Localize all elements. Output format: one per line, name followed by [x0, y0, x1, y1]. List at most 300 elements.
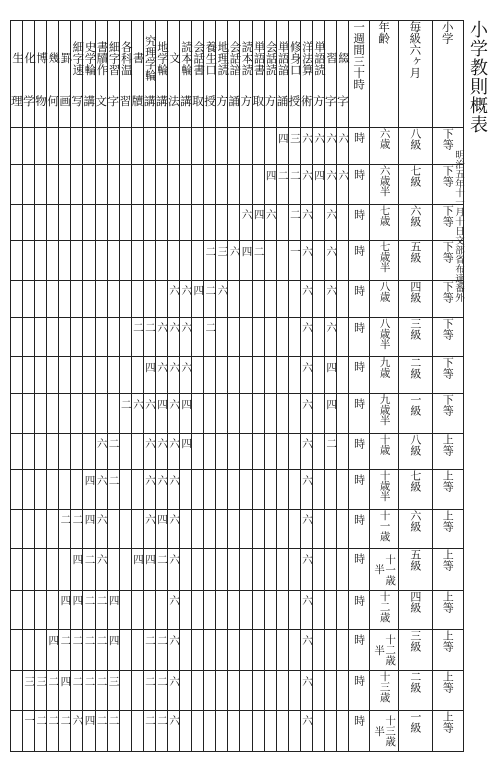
- subject-name: 養生口: [204, 40, 219, 76]
- hours-cell: [240, 630, 252, 671]
- hours-cell: [71, 241, 83, 281]
- school-header: [432, 21, 463, 128]
- hours-cell: [228, 204, 240, 241]
- hours-cell: [107, 204, 119, 241]
- school-level-text: 下等: [441, 280, 455, 303]
- subject-header: [71, 21, 86, 128]
- hours-cell: [11, 394, 23, 434]
- weekly-hours-text: 時: [352, 132, 366, 144]
- school-level-cell: [432, 357, 463, 394]
- hours-value: 六: [312, 132, 325, 144]
- hours-value: 三: [23, 675, 36, 687]
- hours-value: 六: [155, 361, 168, 373]
- grade-text: 四級: [408, 590, 422, 613]
- table-row: [11, 590, 464, 630]
- hours-value: 三: [107, 675, 120, 687]
- hours-cell: [47, 241, 59, 281]
- hours-cell: [155, 433, 167, 470]
- hours-cell: [240, 280, 252, 317]
- hours-cell: [216, 590, 228, 630]
- hours-cell: [312, 671, 324, 711]
- hours-cell: [83, 241, 95, 281]
- hours-cell: [71, 630, 83, 671]
- hours-cell: [71, 280, 83, 317]
- subject-name: 幾: [47, 52, 62, 64]
- hours-value: 四: [59, 675, 72, 687]
- hours-cell: [95, 710, 107, 751]
- hours-cell: [252, 204, 264, 241]
- subject-name-end: 授: [288, 94, 301, 108]
- grade-text: 八級: [408, 128, 422, 151]
- weekly-hours-text: 時: [352, 714, 366, 726]
- hours-cell: [59, 128, 71, 165]
- hours-value: 六: [264, 209, 277, 220]
- grade-text: 三級: [408, 630, 422, 653]
- hours-cell: [325, 128, 337, 165]
- subject-name-end: 習: [119, 94, 132, 108]
- grade-cell: [399, 128, 432, 165]
- hours-value: 四: [71, 553, 84, 565]
- hours-cell: [300, 165, 312, 205]
- age-text: 十歳半: [378, 470, 391, 502]
- subject-name: 各科温: [119, 40, 134, 76]
- hours-cell: [23, 433, 35, 470]
- hours-cell: [216, 128, 228, 165]
- hours-cell: [131, 357, 143, 394]
- hours-value: 六: [180, 285, 193, 296]
- hours-value: 六: [95, 514, 108, 525]
- subject-name-end: 牘: [131, 94, 144, 108]
- hours-cell: [216, 509, 228, 549]
- hours-cell: [168, 280, 180, 317]
- hours-cell: [312, 630, 324, 671]
- subject-name: 化: [23, 52, 38, 64]
- hours-value: 二: [155, 634, 168, 646]
- weekly-hours-cell: [349, 317, 370, 357]
- hours-cell: [204, 280, 216, 317]
- weekly-hours-text: 時: [352, 361, 366, 373]
- hours-cell: [325, 590, 337, 630]
- hours-value: 六: [325, 209, 338, 220]
- subject-name-end: 講: [143, 94, 156, 108]
- hours-cell: [216, 671, 228, 711]
- hours-cell: [216, 630, 228, 671]
- hours-cell: [83, 204, 95, 241]
- hours-value: 二: [131, 322, 144, 333]
- hours-cell: [59, 590, 71, 630]
- hours-cell: [11, 204, 23, 241]
- weekly-hours-text: 時: [352, 208, 366, 220]
- subject-name-end: 方: [264, 94, 277, 108]
- grade-text: 一級: [408, 394, 422, 416]
- hours-cell: [35, 433, 47, 470]
- hours-cell: [23, 204, 35, 241]
- hours-value: 三: [216, 245, 229, 257]
- hours-cell: [71, 549, 83, 590]
- hours-cell: [264, 317, 276, 357]
- hours-value: 一: [288, 245, 301, 257]
- subject-header: [264, 21, 279, 128]
- hours-cell: [240, 433, 252, 470]
- hours-cell: [180, 204, 192, 241]
- age-text: 十三歳半: [373, 715, 397, 747]
- hours-value: 二: [143, 322, 156, 333]
- grade-text: 六級: [408, 509, 422, 532]
- school-level-cell: [432, 280, 463, 317]
- hours-cell: [71, 165, 83, 205]
- table-row: [11, 317, 464, 357]
- hours-value: 四: [180, 398, 193, 409]
- hours-cell: [240, 165, 252, 205]
- weekly-hours-cell: [349, 630, 370, 671]
- hours-cell: [288, 394, 300, 434]
- table-row: [11, 671, 464, 711]
- hours-cell: [83, 317, 95, 357]
- hours-value: 二: [83, 595, 96, 606]
- hours-cell: [35, 128, 47, 165]
- hours-cell: [240, 470, 252, 510]
- hours-value: 四: [180, 438, 193, 449]
- subject-name-end: 取: [252, 94, 265, 108]
- hours-cell: [35, 357, 47, 394]
- hours-cell: [180, 317, 192, 357]
- hours-cell: [325, 241, 337, 281]
- hours-cell: [119, 204, 131, 241]
- subject-name-end: 術: [300, 94, 313, 108]
- hours-value: 四: [155, 398, 168, 409]
- weekly-hours-cell: [349, 280, 370, 317]
- hours-cell: [276, 357, 288, 394]
- hours-cell: [11, 165, 23, 205]
- school-level-text: 下等: [441, 204, 455, 227]
- age-header: [370, 21, 399, 128]
- hours-value: 二: [288, 209, 301, 220]
- hours-cell: [35, 549, 47, 590]
- hours-value: 六: [216, 285, 229, 296]
- hours-cell: [312, 357, 324, 394]
- hours-cell: [180, 590, 192, 630]
- hours-cell: [59, 357, 71, 394]
- hours-cell: [252, 394, 264, 434]
- hours-cell: [325, 630, 337, 671]
- hours-cell: [276, 590, 288, 630]
- hours-cell: [11, 128, 23, 165]
- hours-cell: [107, 630, 119, 671]
- hours-value: 二: [143, 675, 156, 687]
- hours-cell: [325, 394, 337, 434]
- weekly-hours-cell: [349, 165, 370, 205]
- subject-name-end: 字: [337, 94, 349, 108]
- hours-cell: [216, 280, 228, 317]
- hours-cell: [95, 317, 107, 357]
- weekly-hours-cell: [349, 509, 370, 549]
- hours-value: 二: [143, 715, 156, 726]
- hours-cell: [204, 509, 216, 549]
- grade-text: 八級: [408, 433, 422, 456]
- hours-cell: [252, 509, 264, 549]
- hours-cell: [204, 241, 216, 281]
- hours-cell: [23, 671, 35, 711]
- hours-cell: [337, 165, 349, 205]
- hours-cell: [264, 280, 276, 317]
- hours-cell: [95, 509, 107, 549]
- hours-cell: [228, 241, 240, 281]
- hours-cell: [83, 165, 95, 205]
- hours-cell: [276, 671, 288, 711]
- hours-cell: [264, 204, 276, 241]
- age-text: 十二歳: [378, 590, 391, 622]
- hours-value: 六: [325, 322, 338, 333]
- hours-cell: [252, 630, 264, 671]
- grade-text: 六級: [408, 204, 422, 227]
- hours-cell: [71, 590, 83, 630]
- hours-cell: [11, 710, 23, 751]
- school-level-text: 上等: [441, 710, 455, 733]
- hours-cell: [325, 433, 337, 470]
- school-level-text: 上等: [441, 590, 455, 613]
- hours-cell: [240, 357, 252, 394]
- hours-cell: [312, 204, 324, 241]
- hours-cell: [228, 549, 240, 590]
- hours-value: 四: [252, 209, 265, 220]
- subject-header: [276, 21, 291, 128]
- hours-value: 四: [312, 169, 325, 181]
- hours-cell: [216, 394, 228, 434]
- hours-value: 二: [59, 514, 72, 525]
- hours-cell: [192, 549, 204, 590]
- hours-cell: [192, 165, 204, 205]
- hours-cell: [23, 394, 35, 434]
- hours-cell: [155, 671, 167, 711]
- hours-cell: [300, 280, 312, 317]
- hours-cell: [276, 317, 288, 357]
- hours-value: 六: [300, 514, 313, 525]
- hours-cell: [107, 394, 119, 434]
- hours-cell: [325, 710, 337, 751]
- hours-value: 二: [47, 715, 60, 726]
- hours-cell: [240, 549, 252, 590]
- hours-cell: [168, 590, 180, 630]
- hours-cell: [23, 509, 35, 549]
- hours-value: 四: [192, 285, 205, 296]
- hours-cell: [23, 470, 35, 510]
- weekly-hours-text: 時: [352, 474, 366, 486]
- hours-cell: [143, 470, 155, 510]
- hours-cell: [264, 590, 276, 630]
- hours-cell: [83, 470, 95, 510]
- hours-cell: [119, 470, 131, 510]
- hours-cell: [180, 357, 192, 394]
- hours-cell: [143, 317, 155, 357]
- grade-cell: [399, 549, 432, 590]
- hours-cell: [71, 128, 83, 165]
- hours-cell: [204, 630, 216, 671]
- grade-cell: [399, 630, 432, 671]
- hours-value: 二: [35, 715, 48, 726]
- hours-cell: [192, 433, 204, 470]
- hours-cell: [143, 128, 155, 165]
- school-level-cell: [432, 590, 463, 630]
- hours-cell: [11, 357, 23, 394]
- school-level-text: 上等: [441, 671, 455, 694]
- hours-value: 二: [59, 634, 72, 646]
- hours-value: 一: [23, 715, 36, 726]
- hours-cell: [192, 710, 204, 751]
- hours-cell: [192, 241, 204, 281]
- hours-cell: [23, 710, 35, 751]
- hours-cell: [11, 630, 23, 671]
- hours-value: 六: [300, 209, 313, 220]
- subject-name-end: 方: [240, 94, 252, 108]
- hours-cell: [204, 433, 216, 470]
- hours-header-text: 一週間三十時: [352, 21, 367, 90]
- hours-cell: [83, 357, 95, 394]
- subject-name-end: 写: [71, 94, 83, 108]
- hours-cell: [47, 128, 59, 165]
- hours-cell: [168, 671, 180, 711]
- hours-cell: [312, 590, 324, 630]
- grade-cell: [399, 710, 432, 751]
- hours-cell: [143, 204, 155, 241]
- age-text: 九歳半: [378, 394, 391, 426]
- hours-cell: [155, 128, 167, 165]
- hours-value: 二: [204, 322, 217, 333]
- subject-name-end: 何: [47, 94, 59, 108]
- hours-cell: [288, 204, 300, 241]
- hours-cell: [276, 710, 288, 751]
- hours-cell: [107, 433, 119, 470]
- hours-cell: [71, 671, 83, 711]
- hours-cell: [107, 165, 119, 205]
- hours-cell: [216, 470, 228, 510]
- school-level-cell: [432, 470, 463, 510]
- hours-cell: [71, 204, 83, 241]
- hours-cell: [23, 549, 35, 590]
- hours-cell: [180, 280, 192, 317]
- hours-cell: [23, 317, 35, 357]
- grade-cell: [399, 241, 432, 281]
- hours-cell: [252, 549, 264, 590]
- hours-cell: [204, 394, 216, 434]
- hours-value: 六: [168, 595, 181, 606]
- hours-cell: [325, 204, 337, 241]
- subject-name-end: 学: [23, 94, 35, 108]
- hours-cell: [143, 630, 155, 671]
- age-text: 九歳: [378, 357, 391, 379]
- hours-cell: [83, 671, 95, 711]
- weekly-hours-cell: [349, 357, 370, 394]
- hours-cell: [264, 165, 276, 205]
- hours-value: 二: [95, 675, 108, 687]
- hours-cell: [23, 280, 35, 317]
- hours-value: 二: [204, 285, 217, 296]
- subject-header: [59, 21, 74, 128]
- age-text: 十一歳: [378, 509, 391, 542]
- subject-name: 読本読: [240, 40, 255, 76]
- hours-cell: [264, 671, 276, 711]
- weekly-hours-cell: [349, 671, 370, 711]
- hours-cell: [131, 394, 143, 434]
- subject-header: [216, 21, 231, 128]
- subject-header: [119, 21, 134, 128]
- hours-cell: [276, 280, 288, 317]
- hours-value: 四: [276, 132, 289, 144]
- hours-cell: [119, 357, 131, 394]
- hours-cell: [23, 630, 35, 671]
- hours-cell: [204, 549, 216, 590]
- subject-name-end: 字: [325, 94, 337, 108]
- hours-cell: [143, 590, 155, 630]
- grade-text: 七級: [408, 165, 422, 188]
- hours-cell: [264, 433, 276, 470]
- hours-cell: [216, 204, 228, 241]
- hours-value: 六: [71, 715, 84, 726]
- hours-cell: [47, 509, 59, 549]
- hours-value: 四: [264, 169, 277, 181]
- hours-cell: [180, 671, 192, 711]
- hours-cell: [143, 671, 155, 711]
- hours-cell: [240, 317, 252, 357]
- hours-value: 四: [325, 398, 338, 409]
- hours-cell: [325, 671, 337, 711]
- hours-value: 六: [168, 398, 181, 409]
- weekly-hours-text: 時: [352, 321, 366, 333]
- school-level-cell: [432, 128, 463, 165]
- hours-cell: [240, 204, 252, 241]
- hours-cell: [252, 710, 264, 751]
- subject-header: [300, 21, 315, 128]
- school-level-text: 下等: [441, 165, 455, 188]
- age-cell: [370, 470, 399, 510]
- hours-cell: [192, 671, 204, 711]
- school-level-cell: [432, 710, 463, 751]
- hours-cell: [276, 241, 288, 281]
- table-row: [11, 509, 464, 549]
- weekly-hours-text: 時: [352, 437, 366, 449]
- hours-cell: [240, 590, 252, 630]
- hours-cell: [337, 470, 349, 510]
- hours-cell: [95, 241, 107, 281]
- hours-cell: [23, 357, 35, 394]
- grade-cell: [399, 470, 432, 510]
- term-header: [399, 21, 432, 128]
- hours-cell: [59, 280, 71, 317]
- hours-value: 六: [300, 438, 313, 449]
- hours-value: 二: [143, 634, 156, 646]
- hours-cell: [59, 509, 71, 549]
- subject-header: [240, 21, 255, 128]
- subject-header: [288, 21, 303, 128]
- table-row: [11, 280, 464, 317]
- hours-value: 六: [300, 675, 313, 687]
- hours-cell: [288, 165, 300, 205]
- subject-name: 会話諳: [228, 40, 243, 76]
- hours-cell: [143, 433, 155, 470]
- subject-name: 究理学輪: [143, 35, 158, 81]
- school-level-text: 上等: [441, 630, 455, 653]
- subject-header: [47, 21, 62, 128]
- hours-cell: [192, 394, 204, 434]
- hours-cell: [337, 394, 349, 434]
- subject-name: 文: [168, 52, 183, 64]
- hours-cell: [47, 549, 59, 590]
- subject-header: [23, 21, 38, 128]
- age-text: 七歳: [378, 204, 391, 226]
- hours-cell: [300, 509, 312, 549]
- hours-value: 六: [143, 438, 156, 449]
- hours-cell: [228, 509, 240, 549]
- hours-cell: [47, 590, 59, 630]
